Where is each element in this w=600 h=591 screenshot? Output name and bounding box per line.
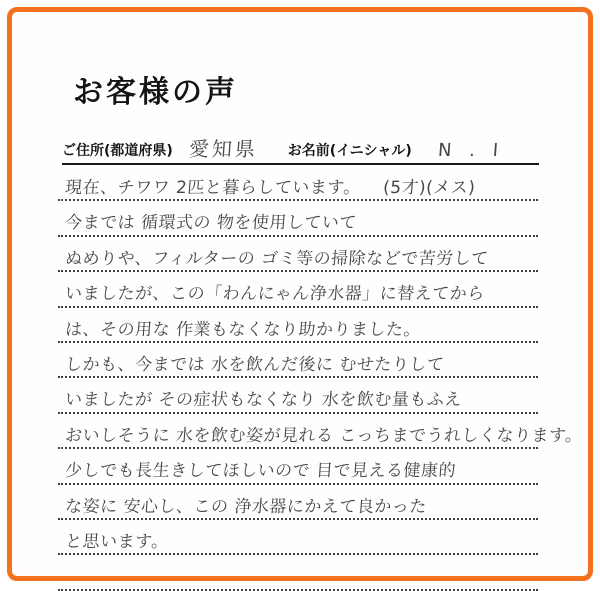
page-title: お客様の声 — [73, 78, 238, 108]
testimonial-text: しかも、今までは 水を飲んだ後に むせたりして — [64, 355, 445, 376]
pets-age-sex-note: (5才)(メス) — [382, 178, 476, 199]
testimonial-line-11 — [58, 520, 538, 555]
testimonial-line-8 — [58, 414, 538, 449]
testimonial-text: と思います。 — [64, 532, 169, 553]
testimonial-text: 少しでも長生きしてほしいので 目で見える健康的 — [64, 461, 456, 482]
testimonial-line-5 — [58, 308, 538, 343]
testimonial-line-6 — [58, 343, 538, 378]
testimonial-line-1 — [58, 166, 538, 201]
testimonial-text: な姿に 安心し、この 浄水器にかえて良かった — [64, 497, 427, 518]
testimonial-line-empty — [58, 555, 538, 590]
name-value: N . I — [437, 140, 505, 163]
testimonial-text: は、その用な 作業もなくなり助かりました。 — [64, 320, 421, 341]
testimonial-text: 今までは 循環式の 物を使用していて — [64, 213, 357, 234]
testimonial-text: 現在、チワワ 2匹と暮らしています。 — [64, 178, 361, 199]
testimonial-text: いましたが、この「わんにゃん浄水器」に替えてから — [64, 284, 485, 305]
testimonial-line-7 — [58, 378, 538, 413]
testimonial-text: おいしそうに 水を飲む姿が見れる こっちまでうれしくなります。 — [64, 426, 583, 447]
testimonial-line-3 — [58, 237, 538, 272]
address-value: 愛知県 — [188, 133, 259, 163]
customer-voice-card — [7, 7, 593, 581]
testimonial-line-2 — [58, 201, 538, 236]
form-header-row — [62, 128, 539, 165]
testimonial-body — [58, 166, 538, 591]
address-label: ご住所(都道府県) — [62, 143, 173, 163]
testimonial-line-9 — [58, 449, 538, 484]
testimonial-text: ぬめりや、フィルターの ゴミ等の掃除などで苦労して — [64, 249, 489, 270]
testimonial-line-10 — [58, 485, 538, 520]
testimonial-line-4 — [58, 272, 538, 307]
testimonial-text: いましたが その症状もなくなり 水を飲む量もふえ — [64, 390, 462, 411]
name-label: お名前(イニシャル) — [288, 143, 412, 163]
